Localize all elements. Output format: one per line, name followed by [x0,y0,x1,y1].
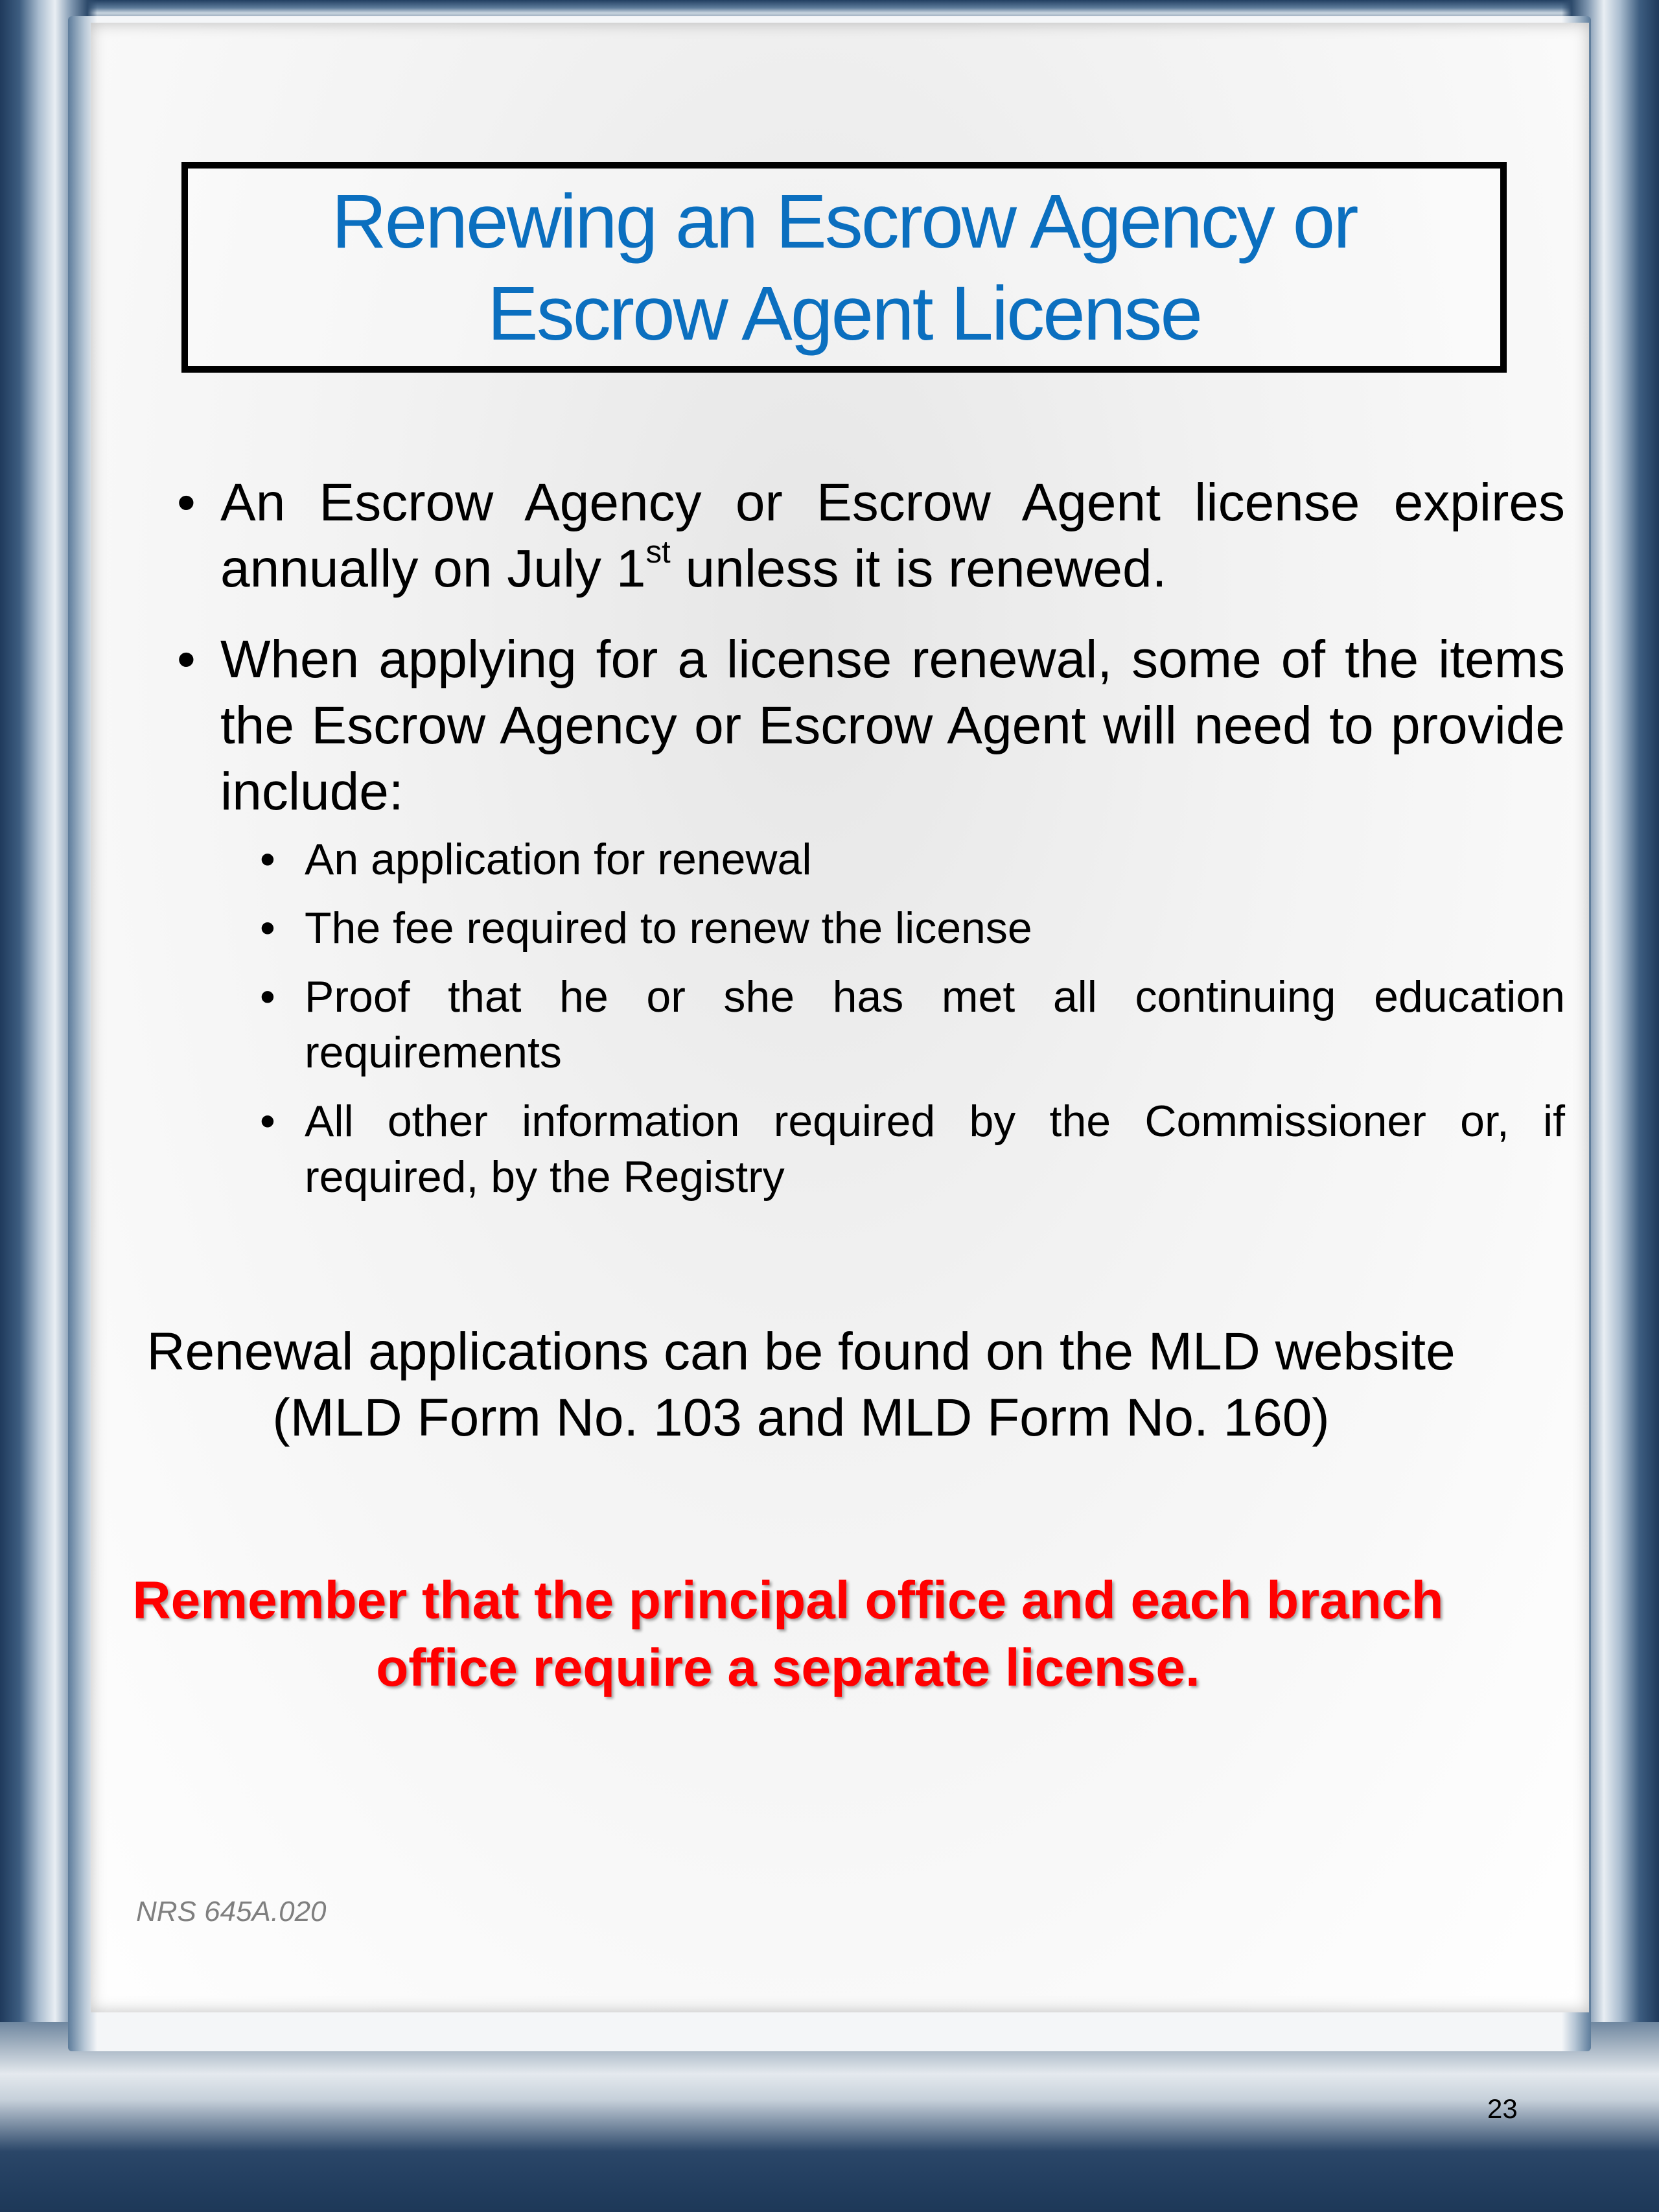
sub-bullet-item [133,969,1565,1080]
bullet-item [133,627,1565,825]
slide-page [91,23,1589,2012]
sub-bullet-icon: • [260,903,275,953]
website-note-line-2: (MLD Form No. 103 and MLD Form No. 160) [272,1388,1330,1447]
reminder-line-1: Remember that the principal office and each branch [132,1571,1444,1630]
citation-text: NRS 645A.020 [136,1896,327,1927]
bullet-item [133,470,1565,602]
sub-bullet-item [133,900,1565,956]
slide-title-line-2: Escrow Agent License [487,270,1201,356]
bullet-icon: • [177,473,196,532]
sub-bullet-text: All other information required by the Commissioner or, if required, by the Registry [305,1097,1565,1202]
reminder-note [39,1567,1537,1702]
sub-bullet-text: Proof that he or she has met all continuing education requirements [305,972,1565,1077]
sub-bullet-text: An application for renewal [305,835,812,884]
title-box [181,162,1507,373]
website-note [52,1319,1550,1451]
bullet-list [133,470,1565,1205]
bullet-text-cont: unless it is renewed. [670,539,1167,598]
sub-bullet-icon: • [260,835,275,884]
sub-bullet-item [133,832,1565,887]
reminder-line-2: office require a separate license. [376,1638,1200,1697]
bullet-text: An Escrow Agency or Escrow Agent license expires annually on July 1 [220,473,1565,598]
sub-bullet-text: The fee required to renew the license [305,903,1032,953]
sub-bullet-item [133,1093,1565,1205]
ordinal-suffix: st [645,534,671,570]
website-note-line-1: Renewal applications can be found on the MLD website [146,1322,1456,1381]
bullet-icon: • [177,630,196,689]
sub-bullet-icon: • [260,1097,275,1146]
page-number: 23 [1487,2093,1518,2124]
bullet-text: When applying for a license renewal, some of the items the Escrow Agency or Escrow Agent will need to provide include: [220,630,1565,821]
sub-bullet-list [133,832,1565,1205]
sub-bullet-icon: • [260,972,275,1021]
slide-title-line-1: Renewing an Escrow Agency or [331,178,1357,264]
